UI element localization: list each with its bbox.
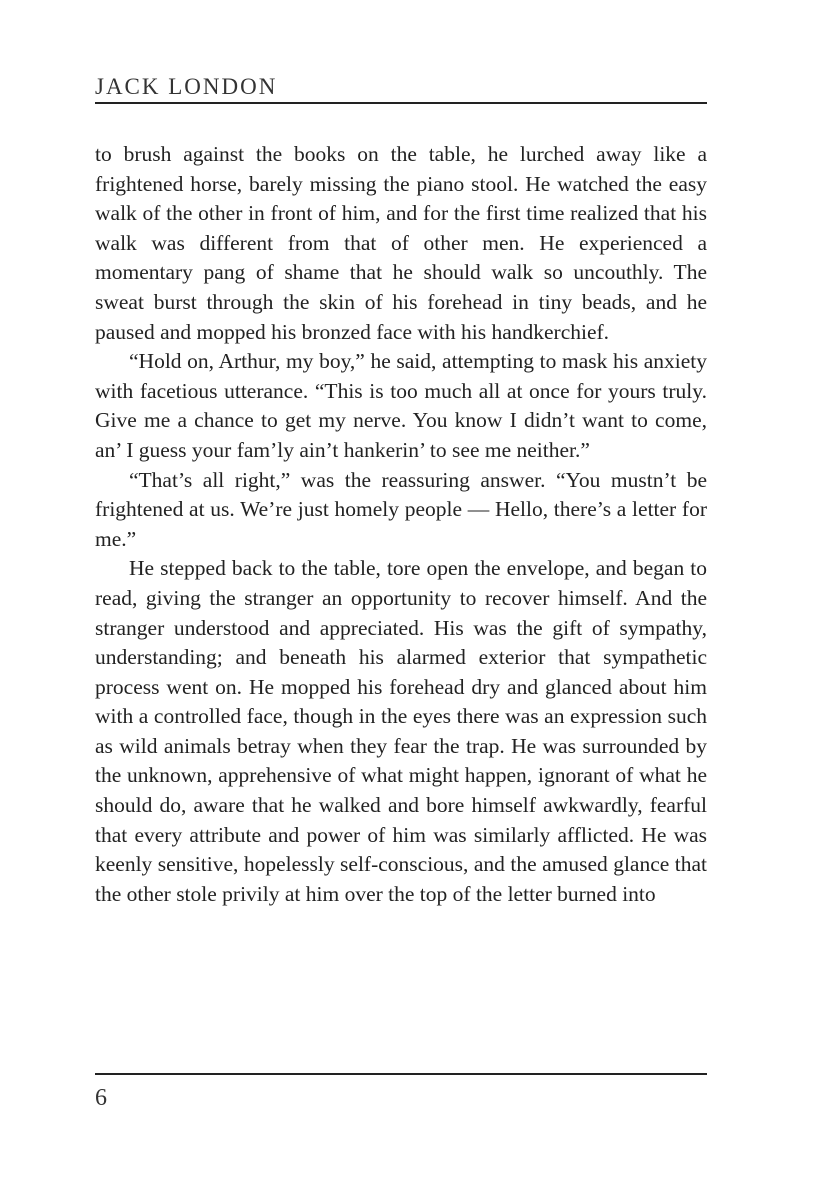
paragraph-2: “Hold on, Arthur, my boy,” he said, attempting to mask his anxiety with facetious utterance. “This is too much all at once for yours truly. Give me a chance to get my nerve. You know I didn’t want to come, an’ I guess your fam’ly ain’t hankerin’ to see me neither.” [95, 349, 707, 462]
running-header [95, 70, 707, 104]
page-number: 6 [95, 1085, 107, 1111]
paragraph-4: He stepped back to the table, tore open the envelope, and began to read, giving the stranger an opportunity to recover himself. And the stranger understood and appreciated. His was the gift of sympathy, understanding; and beneath his alarmed exterior that sympathetic process went on. He mopped his forehead dry and glanced about him with a controlled face, though in the eyes there was an expression such as wild animals betray when they fear the trap. He was surrounded by the unknown, apprehensive of what might happen, ignorant of what he should do, aware that he walked and bore himself awkwardly, fearful that every attribute and power of him was similarly afflicted. He was keenly sensitive, hopelessly self-conscious, and the amused glance that the other stole privily at him over the top of the letter burned into [95, 556, 707, 906]
running-title: JACK LONDON [95, 74, 278, 99]
footer-rule [95, 1073, 707, 1075]
paragraph-1: to brush against the books on the table, he lurched away like a frightened horse, barely missing the piano stool. He watched the easy walk of the other in front of him, and for the first time realized that his walk was different from that of other men. He experienced a momentary pang of shame that he should walk so uncouthly. The sweat burst through the skin of his forehead in tiny beads, and he paused and mopped his bronzed face with his handkerchief. [95, 142, 707, 344]
body-text [95, 140, 707, 909]
paragraph-3: “That’s all right,” was the reassuring answer. “You mustn’t be frightened at us. We’re just homely people — Hello, there’s a letter for me.” [95, 467, 707, 551]
